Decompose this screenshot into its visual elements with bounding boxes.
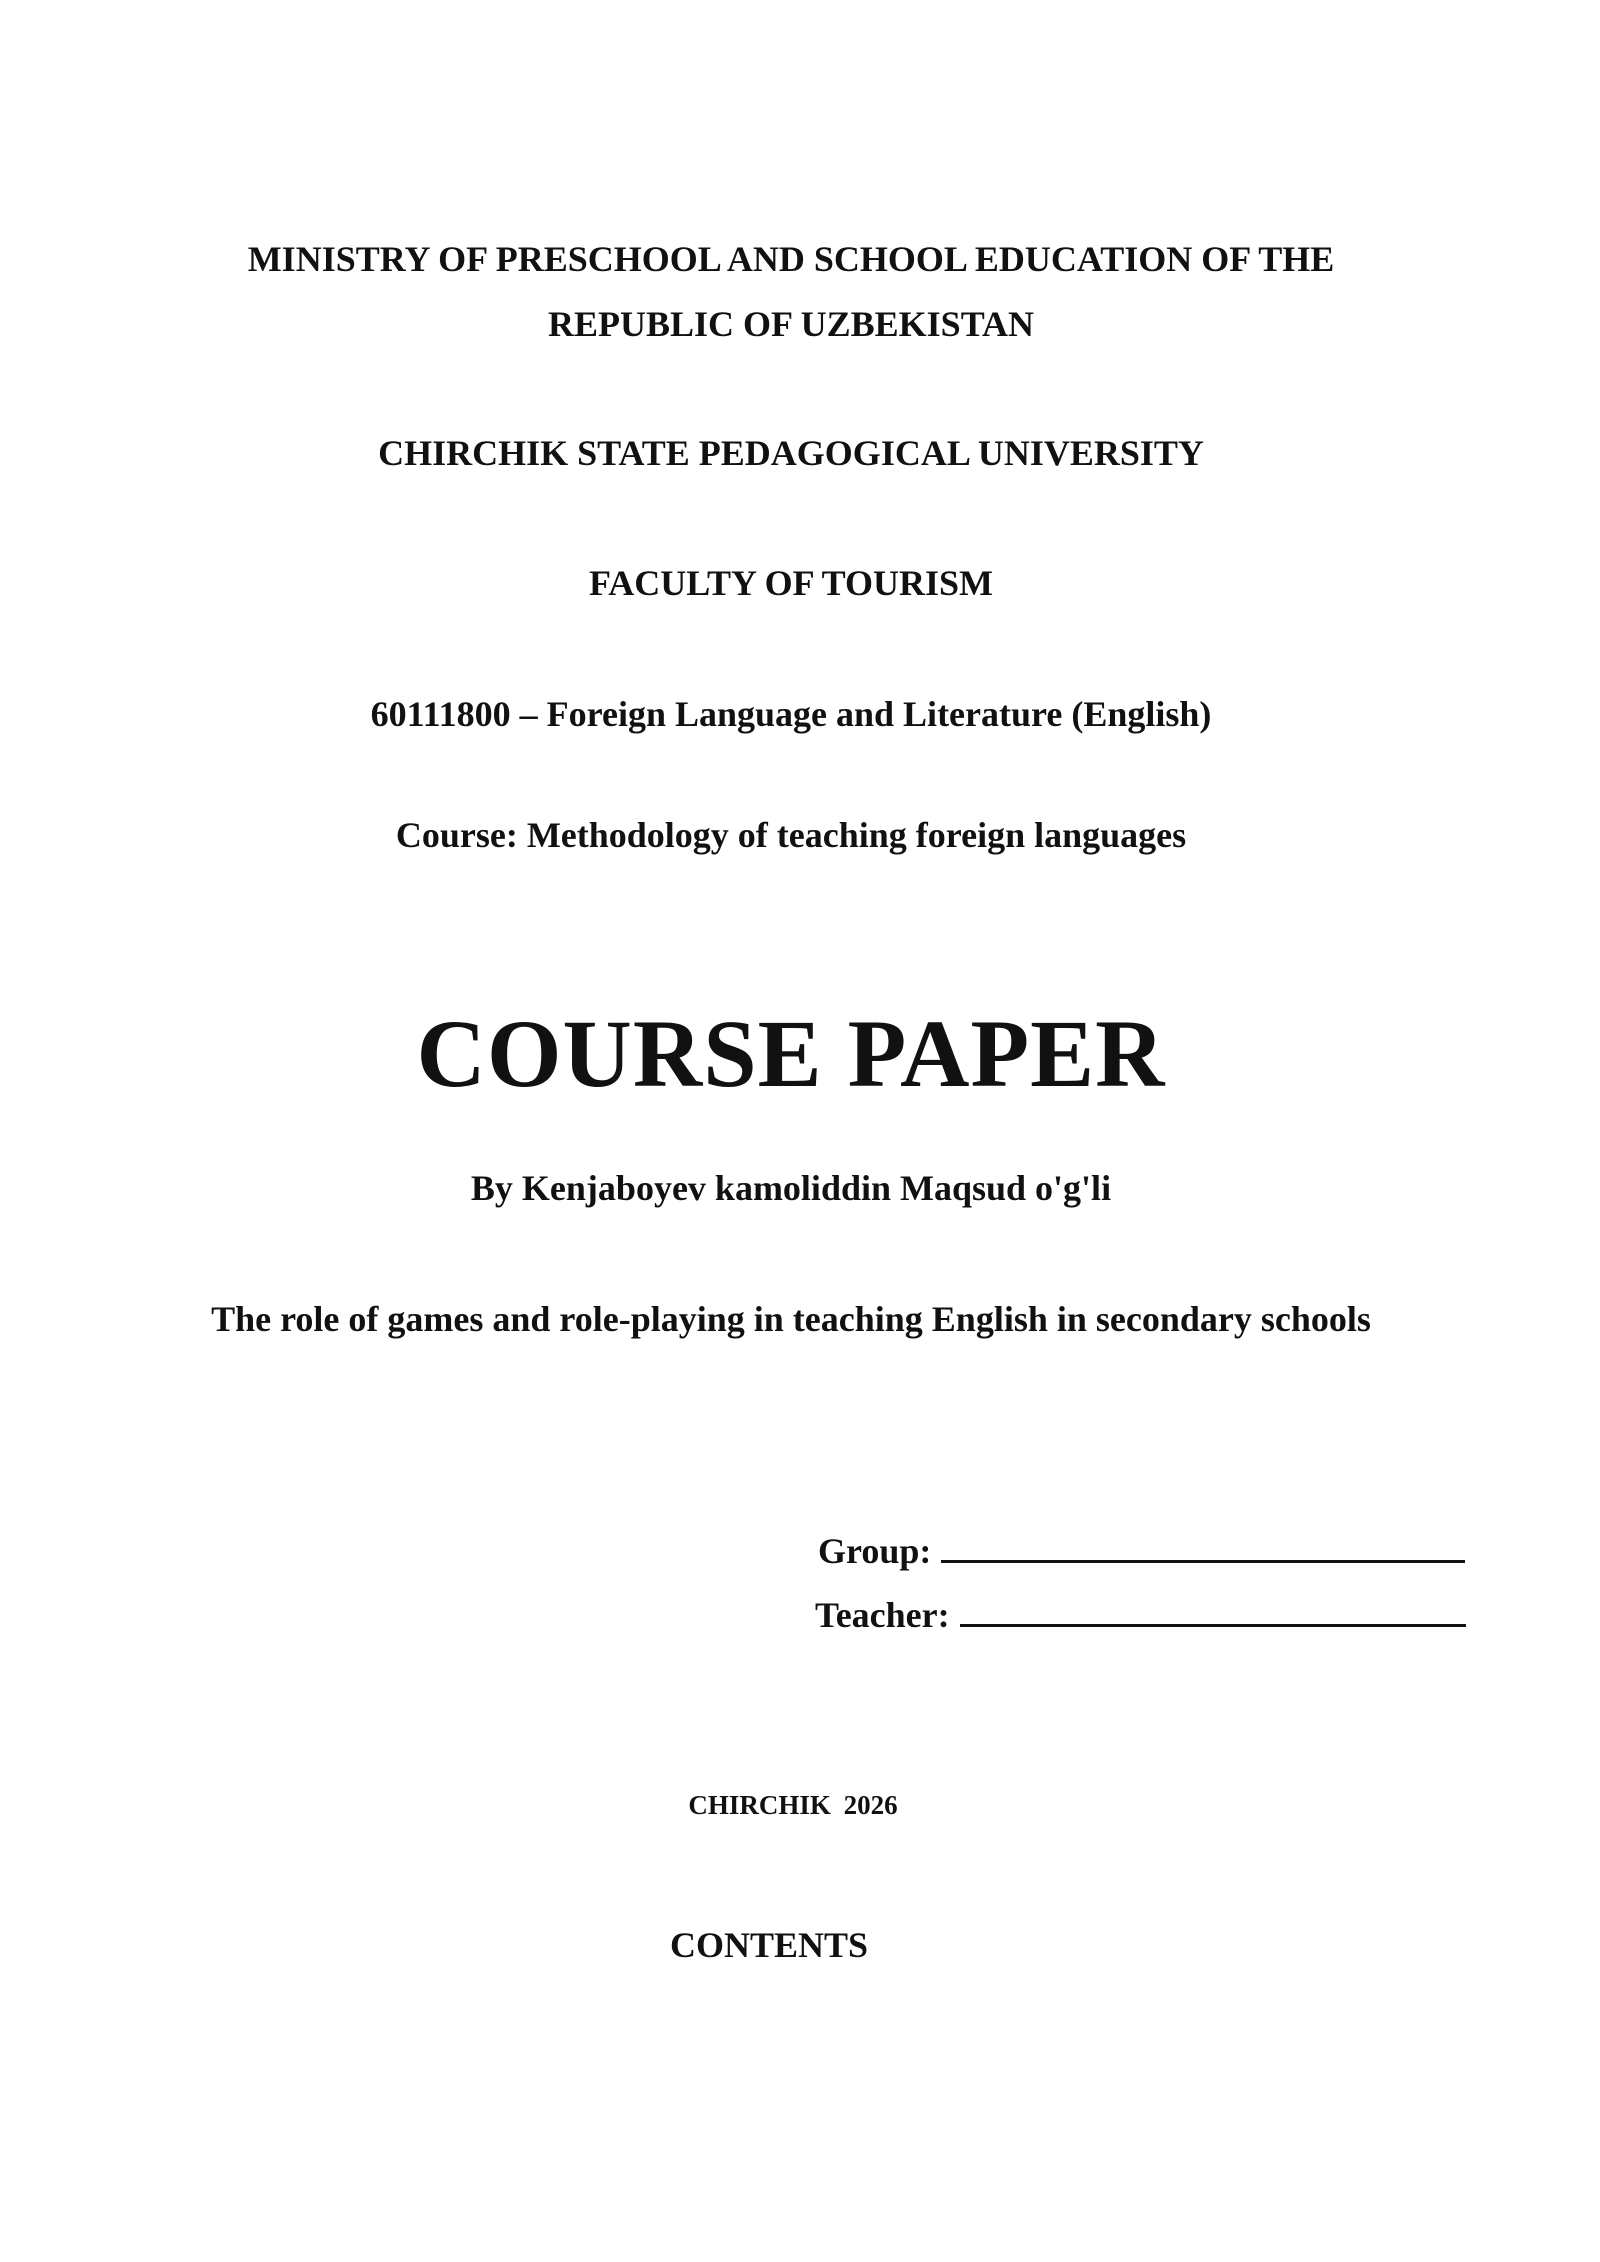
program-code-and-name: 60111800 – Foreign Language and Literature (English) [370,694,1212,734]
paper-topic: The role of games and role-playing in teaching English in secondary schools [211,1299,1371,1339]
university-name: CHIRCHIK STATE PEDAGOGICAL UNIVERSITY [378,433,1204,473]
group-label: Group: [818,1531,932,1571]
teacher-label: Teacher: [815,1595,950,1635]
paper-title: COURSE PAPER [416,1000,1166,1107]
place-and-year: CHIRCHIK 2026 [688,1790,898,1820]
teacher-field [815,1594,1466,1636]
group-field [818,1530,1465,1572]
contents-heading: CONTENTS [669,1925,869,1965]
course-name: Course: Methodology of teaching foreign languages [395,815,1187,855]
teacher-blank-line [960,1594,1466,1627]
author-line: By Kenjaboyev kamoliddin Maqsud o'g'li [470,1168,1112,1208]
ministry-heading-line-1: MINISTRY OF PRESCHOOL AND SCHOOL EDUCATION OF THE [247,239,1335,279]
group-blank-line [941,1530,1465,1563]
faculty-name: FACULTY OF TOURISM [588,563,994,603]
ministry-heading-line-2: REPUBLIC OF UZBEKISTAN [547,304,1035,344]
